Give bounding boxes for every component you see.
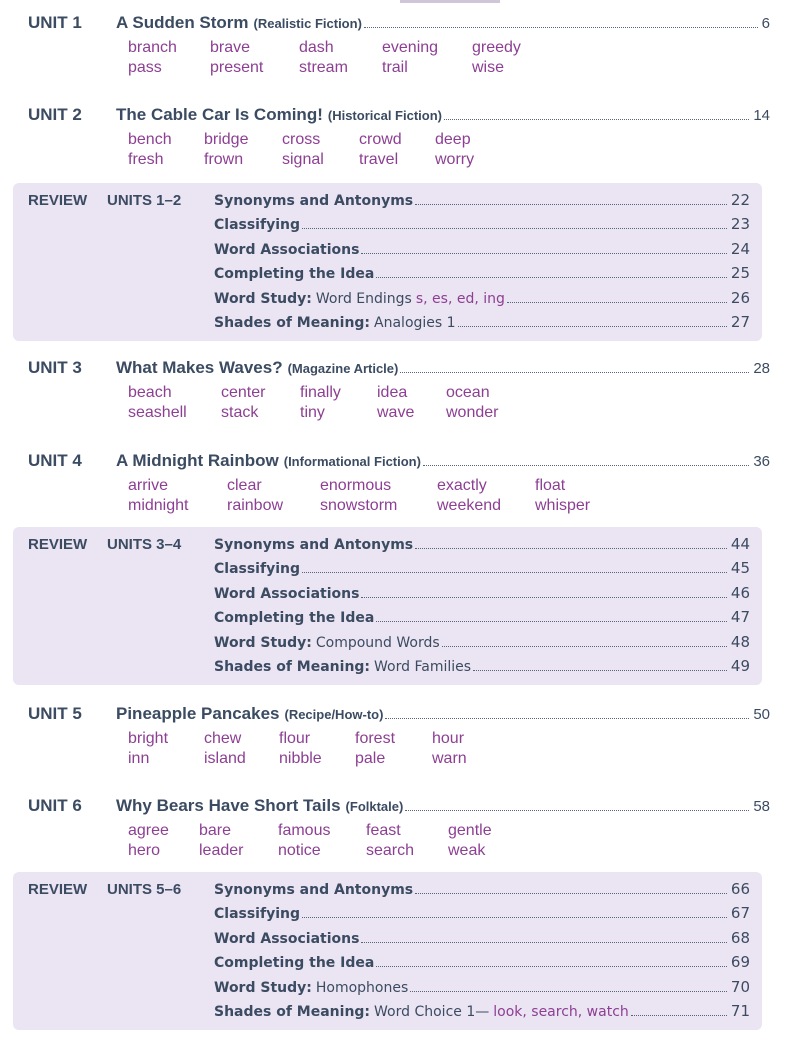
unit-label: UNIT 3: [28, 358, 82, 377]
vocabulary-word: signal: [282, 151, 324, 168]
unit-title[interactable]: The Cable Car Is Coming!: [116, 105, 323, 124]
dot-leader: [444, 119, 749, 120]
review-item[interactable]: [214, 535, 750, 553]
vocabulary-word: whisper: [535, 497, 591, 514]
vocabulary-word: branch: [128, 39, 177, 56]
dot-leader: [423, 465, 749, 466]
vocabulary-word: bridge: [204, 131, 249, 148]
vocabulary-word: greedy: [472, 39, 521, 56]
vocabulary-word: hero: [128, 842, 161, 859]
review-item-name: Shades of Meaning:: [214, 659, 371, 675]
vocabulary-word: feast: [366, 822, 401, 839]
page-number: 69: [730, 953, 750, 972]
page-number: 71: [730, 1002, 750, 1020]
vocabulary-word: notice: [278, 842, 321, 859]
vocabulary-word: midnight: [128, 497, 189, 514]
dot-leader: [302, 917, 727, 918]
review-item-name: Synonyms and Antonyms: [214, 193, 414, 209]
review-item-name: Classifying: [214, 217, 300, 234]
unit-entry: [0, 704, 800, 768]
review-item-detail: Analogies 1: [374, 315, 456, 331]
review-item[interactable]: [214, 608, 750, 626]
vocabulary-word: gentle: [448, 822, 492, 839]
review-item-name: Classifying: [214, 561, 300, 578]
review-label: REVIEW: [28, 536, 88, 553]
page-number: 68: [730, 928, 750, 947]
vocabulary-word: beach: [128, 384, 172, 401]
unit-heading-row[interactable]: [0, 704, 800, 728]
unit-label: UNIT 5: [28, 704, 82, 723]
vocabulary-word: deep: [435, 131, 471, 148]
unit-label: UNIT 2: [28, 105, 82, 124]
review-item[interactable]: [214, 289, 750, 307]
unit-title[interactable]: Pineapple Pancakes: [116, 704, 280, 723]
dot-leader: [376, 621, 727, 622]
vocabulary-word: crowd: [359, 131, 402, 148]
review-item[interactable]: [214, 264, 750, 282]
unit-genre: (Realistic Fiction): [253, 16, 362, 31]
unit-heading-row[interactable]: [0, 796, 800, 820]
page-number: 36: [753, 453, 770, 470]
vocabulary-word: agree: [128, 822, 169, 839]
vocabulary-word: tiny: [300, 404, 325, 421]
review-label: REVIEW: [28, 192, 88, 209]
vocabulary-word: leader: [199, 842, 244, 859]
vocabulary-word: travel: [359, 151, 399, 168]
review-unit-range: UNITS 5–6: [107, 881, 182, 898]
unit-entry: [0, 451, 800, 515]
unit-genre: (Recipe/How-to): [284, 707, 384, 722]
vocabulary-word: idea: [377, 384, 408, 401]
vocabulary-word: island: [204, 750, 246, 767]
review-item[interactable]: [214, 978, 750, 996]
review-section: [13, 872, 762, 1030]
page-number: 58: [753, 798, 770, 815]
vocabulary-word: fresh: [128, 151, 164, 168]
review-item-name: Completing the Idea: [214, 955, 375, 972]
vocabulary-word: wonder: [446, 404, 499, 421]
vocabulary-word: inn: [128, 750, 150, 767]
dot-leader: [473, 670, 727, 671]
vocabulary-word: worry: [435, 151, 475, 168]
vocabulary-word: snowstorm: [320, 497, 398, 514]
vocabulary-word: warn: [432, 750, 467, 767]
review-item[interactable]: [214, 240, 750, 258]
review-item-name: Word Study:: [214, 634, 312, 651]
review-item[interactable]: [214, 584, 750, 602]
dot-leader: [415, 548, 727, 549]
dot-leader: [405, 810, 749, 811]
vocabulary-word: brave: [210, 39, 251, 56]
review-item-name: Word Associations: [214, 241, 360, 258]
page-number: 46: [730, 583, 750, 602]
review-item-name: Word Study:: [214, 979, 312, 996]
review-item-detail: Compound Words: [315, 634, 440, 651]
vocabulary-word: cross: [282, 131, 321, 148]
unit-heading-row[interactable]: [0, 105, 800, 129]
unit-heading-row[interactable]: [0, 358, 800, 382]
vocabulary-word: stack: [221, 404, 259, 421]
vocabulary-word: clear: [227, 477, 262, 494]
review-item[interactable]: [214, 880, 750, 898]
page-number: 23: [730, 215, 750, 234]
unit-entry: [0, 796, 800, 860]
page-number: 44: [730, 535, 750, 553]
review-item-name: Word Associations: [214, 585, 360, 602]
page-number: 6: [761, 15, 770, 32]
dot-leader: [361, 253, 726, 254]
vocabulary-word: flour: [279, 730, 311, 747]
vocabulary-word: center: [221, 384, 266, 401]
vocabulary-word: trail: [382, 59, 408, 76]
page-number: 27: [730, 313, 750, 331]
page-number: 47: [730, 608, 750, 627]
dot-leader: [364, 27, 758, 28]
unit-genre: (Informational Fiction): [283, 454, 421, 469]
unit-title-line: [116, 13, 770, 33]
page-number: 66: [730, 880, 750, 898]
unit-title[interactable]: A Midnight Rainbow: [116, 451, 279, 470]
vocabulary-word: enormous: [320, 477, 392, 494]
dot-leader: [361, 597, 726, 598]
vocabulary-word: bench: [128, 131, 172, 148]
review-label: REVIEW: [28, 881, 88, 898]
vocabulary-word: exactly: [437, 477, 487, 494]
page-number: 48: [730, 632, 750, 651]
unit-entry: [0, 358, 800, 422]
page-number: 22: [730, 191, 750, 209]
page-number: 67: [730, 904, 750, 923]
vocabulary-word: float: [535, 477, 566, 494]
unit-entry: [0, 105, 800, 169]
unit-title-line: [116, 704, 770, 724]
dot-leader: [376, 277, 727, 278]
review-item-name: Word Associations: [214, 930, 360, 947]
vocabulary-word: dash: [299, 39, 334, 56]
review-unit-range: UNITS 3–4: [107, 536, 182, 553]
review-item[interactable]: [214, 313, 750, 331]
review-item-examples: look, search, watch: [493, 1004, 629, 1020]
page-number: 50: [753, 706, 770, 723]
unit-heading-row[interactable]: [0, 13, 800, 37]
vocabulary-word: forest: [355, 730, 396, 747]
review-item[interactable]: [214, 929, 750, 947]
vocabulary-word: frown: [204, 151, 244, 168]
unit-title[interactable]: Why Bears Have Short Tails: [116, 796, 341, 815]
vocabulary-word: weak: [448, 842, 486, 859]
dot-leader: [507, 302, 727, 303]
vocabulary-word: present: [210, 59, 264, 76]
review-item[interactable]: [214, 633, 750, 651]
unit-title[interactable]: A Sudden Storm: [116, 13, 249, 32]
page-number: 25: [730, 264, 750, 283]
dot-leader: [361, 942, 726, 943]
unit-title-line: [116, 796, 770, 816]
review-item-name: Synonyms and Antonyms: [214, 882, 414, 898]
review-item-detail: Word Families: [374, 659, 472, 675]
vocabulary-word: seashell: [128, 404, 187, 421]
page-number: 45: [730, 559, 750, 578]
unit-title-line: [116, 358, 770, 378]
review-item-name: Word Study:: [214, 290, 312, 307]
review-item-detail: Homophones: [315, 979, 409, 996]
vocabulary-word: arrive: [128, 477, 169, 494]
vocabulary-word: chew: [204, 730, 242, 747]
review-unit-range: UNITS 1–2: [107, 192, 182, 209]
vocabulary-word: finally: [300, 384, 341, 401]
unit-heading-row[interactable]: [0, 451, 800, 475]
review-item[interactable]: [214, 657, 750, 675]
unit-title-line: [116, 451, 770, 471]
dot-leader: [410, 991, 727, 992]
vocabulary-word: wave: [377, 404, 415, 421]
review-item-name: Synonyms and Antonyms: [214, 537, 414, 553]
review-item[interactable]: [214, 559, 750, 577]
unit-genre: (Folktale): [345, 799, 404, 814]
review-item-detail: Word Choice 1—: [374, 1004, 490, 1020]
vocabulary-word: bare: [199, 822, 232, 839]
unit-title-line: [116, 105, 770, 125]
vocabulary-word: evening: [382, 39, 439, 56]
review-item-name: Completing the Idea: [214, 610, 375, 627]
unit-genre: (Historical Fiction): [327, 108, 442, 123]
review-item[interactable]: [214, 215, 750, 233]
vocabulary-word: pass: [128, 59, 162, 76]
vocabulary-word: hour: [432, 730, 465, 747]
review-item[interactable]: [214, 191, 750, 209]
dot-leader: [302, 572, 727, 573]
vocabulary-word: stream: [299, 59, 348, 76]
unit-label: UNIT 4: [28, 451, 82, 470]
review-item[interactable]: [214, 904, 750, 922]
review-item-name: Classifying: [214, 906, 300, 923]
review-item-detail: Word Endings: [315, 290, 412, 307]
vocabulary-word: weekend: [437, 497, 502, 514]
page-number: 24: [730, 239, 750, 258]
vocabulary-word: famous: [278, 822, 331, 839]
review-item-name: Shades of Meaning:: [214, 1004, 371, 1020]
page-number: 14: [753, 107, 770, 124]
vocabulary-word: pale: [355, 750, 386, 767]
top-rule: [400, 0, 500, 3]
vocabulary-word: wise: [472, 59, 505, 76]
review-section: [13, 183, 762, 341]
dot-leader: [458, 326, 727, 327]
dot-leader: [415, 204, 727, 205]
review-item-name: Shades of Meaning:: [214, 315, 371, 331]
vocabulary-word: rainbow: [227, 497, 284, 514]
unit-label: UNIT 1: [28, 13, 82, 32]
review-section: [13, 527, 762, 685]
dot-leader: [302, 228, 727, 229]
dot-leader: [385, 718, 749, 719]
page-number: 26: [730, 288, 750, 307]
unit-genre: (Magazine Article): [287, 361, 399, 376]
review-item-examples: s, es, ed, ing: [415, 290, 505, 307]
unit-title[interactable]: What Makes Waves?: [116, 358, 283, 377]
vocabulary-word: bright: [128, 730, 169, 747]
review-item-name: Completing the Idea: [214, 266, 375, 283]
page-number: 70: [730, 977, 750, 996]
vocabulary-word: ocean: [446, 384, 490, 401]
dot-leader: [400, 372, 749, 373]
vocabulary-word: search: [366, 842, 415, 859]
page-number: 28: [753, 360, 770, 377]
dot-leader: [442, 646, 727, 647]
review-item[interactable]: [214, 1002, 750, 1020]
review-item[interactable]: [214, 953, 750, 971]
unit-label: UNIT 6: [28, 796, 82, 815]
dot-leader: [376, 966, 727, 967]
dot-leader: [415, 893, 727, 894]
vocabulary-word: nibble: [279, 750, 322, 767]
page-number: 49: [730, 657, 750, 675]
dot-leader: [631, 1015, 727, 1016]
unit-entry: [0, 13, 800, 77]
